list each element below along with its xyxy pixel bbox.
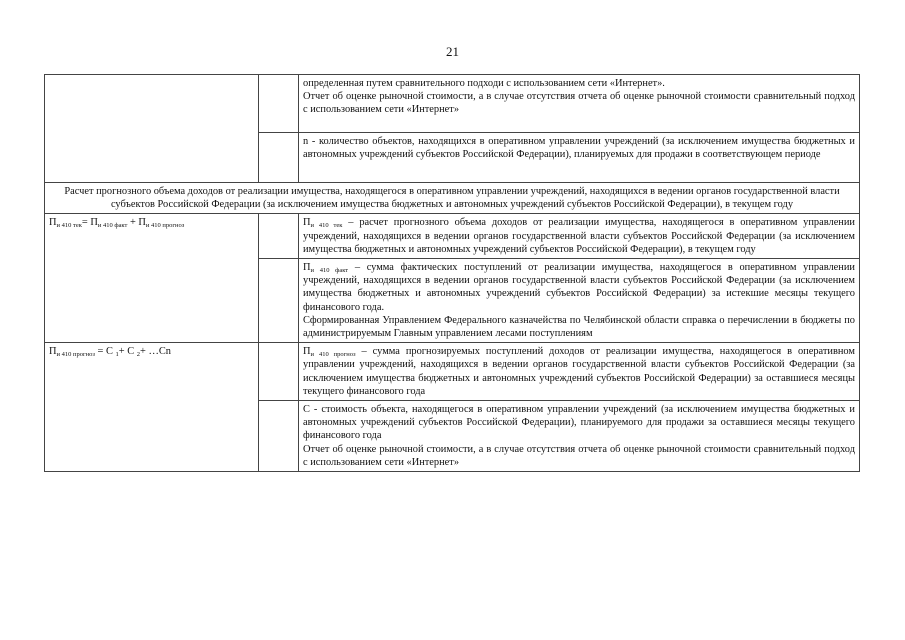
empty-cell [259, 343, 299, 401]
empty-cell [259, 214, 299, 259]
empty-cell [259, 75, 299, 133]
table-row [45, 343, 860, 401]
description-text: n - количество объектов, находящихся в оперативном управлении учреждений (за исключением имущества бюджетных и автономных учреждений субъектов Российской Федерации), планируемых для продажи в соответствующем периоде [303, 136, 855, 161]
description-text: Отчет об оценке рыночной стоимости, а в случае отсутствия отчета об оценке рыночной стоимости сравнительный подход с использованием сети «Интернет» [303, 443, 855, 468]
page-number: 21 [446, 44, 459, 59]
description-text: Отчет об оценке рыночной стоимости, а в случае отсутствия отчета об оценке рыночной стоимости сравнительный подход с использованием сети «Интернет» [303, 91, 855, 116]
empty-cell [259, 401, 299, 472]
description-cell [299, 75, 860, 133]
description-text: С - стоимость объекта, находящегося в оперативном управлении учреждений (за исключением имущества бюджетных и автономных учреждений субъектов Российской Федерации), планируемого для продажи за оставшиеся месяцы текущего финансового года [303, 404, 855, 442]
formula-cell [45, 214, 259, 343]
description-cell [299, 259, 860, 343]
description-text: $П_{и 410 тек}$ – расчет прогнозного объема доходов от реализации имущества, находящегося в оперативном управлении учреждений, находящихся в ведении органов государственной власти субъектов Российской Федерации (за исключением имущества бюджетных и автономных учреждений субъектов Российской Федерации), в текущем году [303, 217, 855, 255]
table-row [45, 75, 860, 133]
table-row [45, 214, 860, 259]
description-cell [299, 401, 860, 472]
description-cell [299, 214, 860, 259]
description-text: $П_{и 410 факт}$ – сумма фактических поступлений от реализации имущества, находящегося в оперативном управлении учреждений, находящихся в ведении органов государственной власти субъектов Российской Федерации (за исключением имущества бюджетных и автономных учреждений субъектов Российской Федерации) за истекшие месяцы текущего финансового года. [303, 262, 855, 313]
description-text: определенная путем сравнительного подходи с использованием сети «Интернет». [303, 78, 665, 89]
empty-cell [259, 259, 299, 343]
section-heading: Расчет прогнозного объема доходов от реализации имущества, находящегося в оперативном управлении учреждений, находящихся в ведении органов государственной власти субъектов Российской Федерации (за исключением имущества бюджетных и автономных учреждений субъектов Российской Федерации), в текущем году [45, 183, 860, 214]
methodology-table [44, 74, 860, 472]
formula-cell-empty [45, 75, 259, 183]
table-row [45, 183, 860, 214]
formula-current-year: $П_{и 410 тек}= П_{и 410 факт} + П_{и 410 прогноз}$ [49, 217, 185, 230]
formula-forecast: $П_{и 410 прогноз} = С$ $_1$+ С $_2$+ …Сn [49, 346, 172, 359]
formula-cell [45, 343, 259, 472]
description-text: $П_{и 410 прогноз}$ – сумма прогнозируемых поступлений доходов от реализации имущества, находящегося в оперативном управлении учреждений, находящихся в ведении органов государственной власти субъектов Российской Федерации (за исключением имущества бюджетных и автономных учреждений субъектов Российской Федерации) за оставшиеся месяцы текущего финансового года [303, 346, 855, 397]
empty-cell [259, 133, 299, 183]
description-cell [299, 343, 860, 401]
description-cell [299, 133, 860, 183]
description-text: Сформированная Управлением Федерального казначейства по Челябинской области справка о перечислении в бюджеты по администрируемым Главным управлением лесами поступлениям [303, 314, 855, 340]
